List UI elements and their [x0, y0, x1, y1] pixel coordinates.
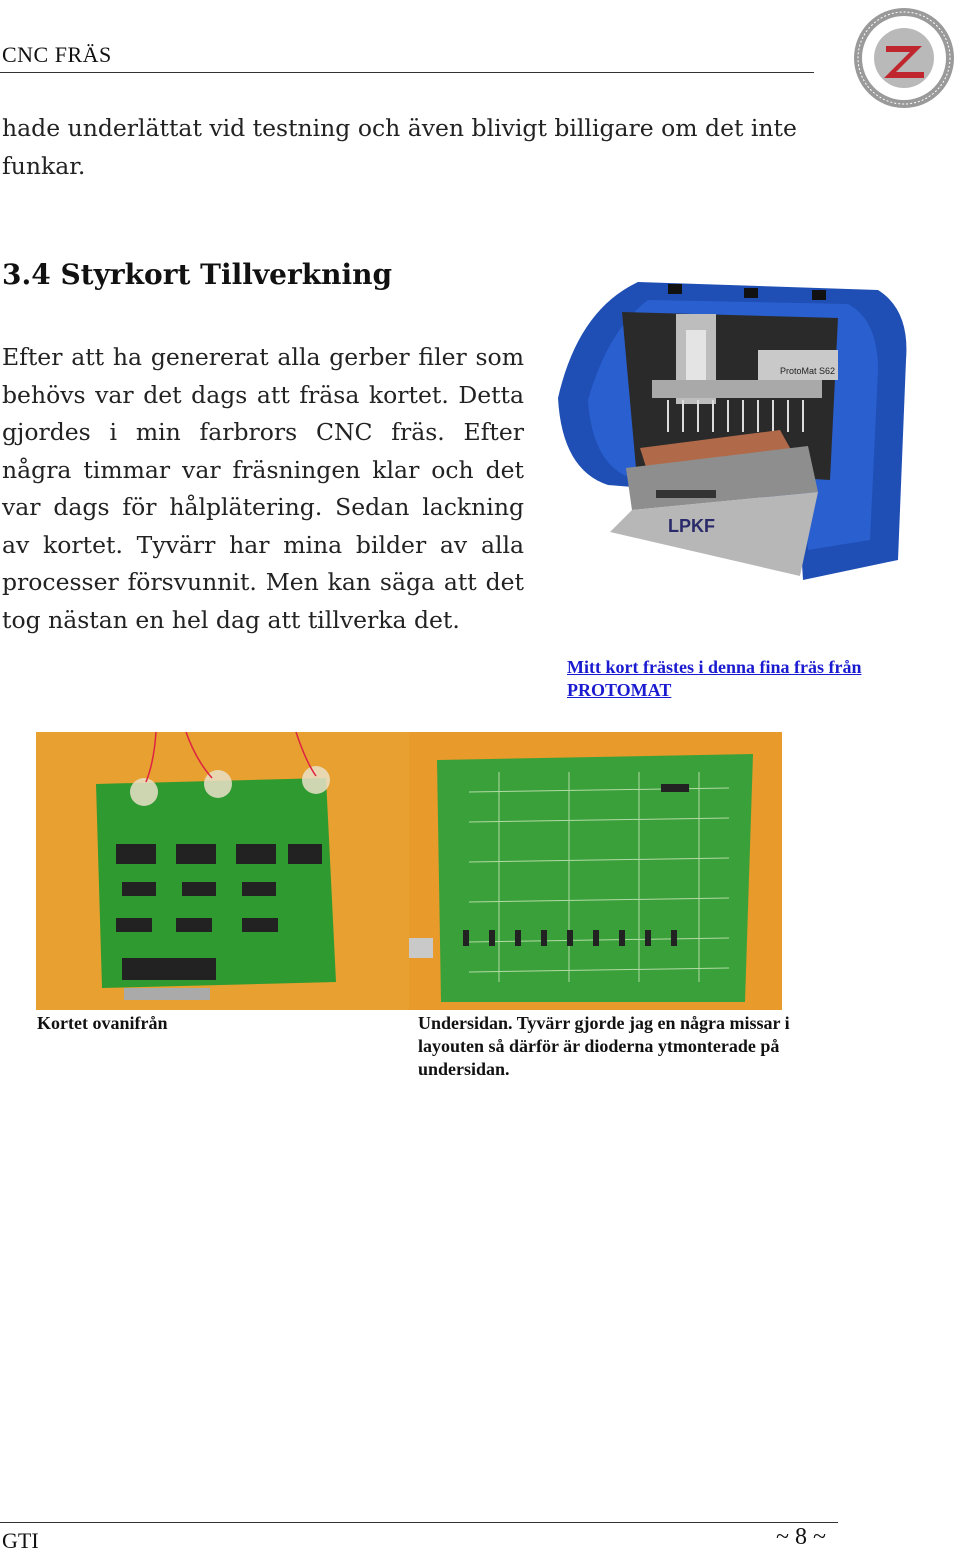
footer-label: GTI	[2, 1528, 39, 1553]
board-bottom-photo	[409, 732, 782, 1010]
machine-brand: LPKF	[668, 516, 715, 536]
footer-rule	[0, 1522, 838, 1523]
machine-caption-link[interactable]: Mitt kort frästes i denna fina fräs från PROTOMAT	[567, 657, 862, 700]
header-title: CNC FRÄS	[2, 42, 112, 67]
machine-model: ProtoMat S62	[780, 366, 836, 376]
page-number: ~ 8 ~	[776, 1524, 826, 1550]
seal-logo	[852, 6, 956, 110]
intro-paragraph: hade underlättat vid testning och även blivigt billigare om det inte funkar.	[2, 114, 797, 180]
header-rule	[0, 72, 814, 73]
board-top-photo	[36, 732, 409, 1010]
board-bottom-caption: Undersidan. Tyvärr gjorde jag en några missar i layouten så därför är dioderna ytmonterade på undersidan.	[418, 1013, 790, 1079]
board-top-caption: Kortet ovanifrån	[37, 1013, 168, 1033]
cnc-machine-image	[548, 270, 910, 586]
section-heading: 3.4 Styrkort Tillverkning	[2, 258, 393, 291]
section-paragraph: Efter att ha genererat alla gerber filer som behövs var det dags att fräsa kortet. Detta gjordes i min farbrors CNC fräs. Efter några timmar var fräsningen klar och det var dags för hålplätering. Sedan lackning av kortet. Tyvärr har mina bilder av alla processer försvunnit. Men kan säga att det tog nästan en hel dag att tillverka det.	[2, 343, 524, 634]
